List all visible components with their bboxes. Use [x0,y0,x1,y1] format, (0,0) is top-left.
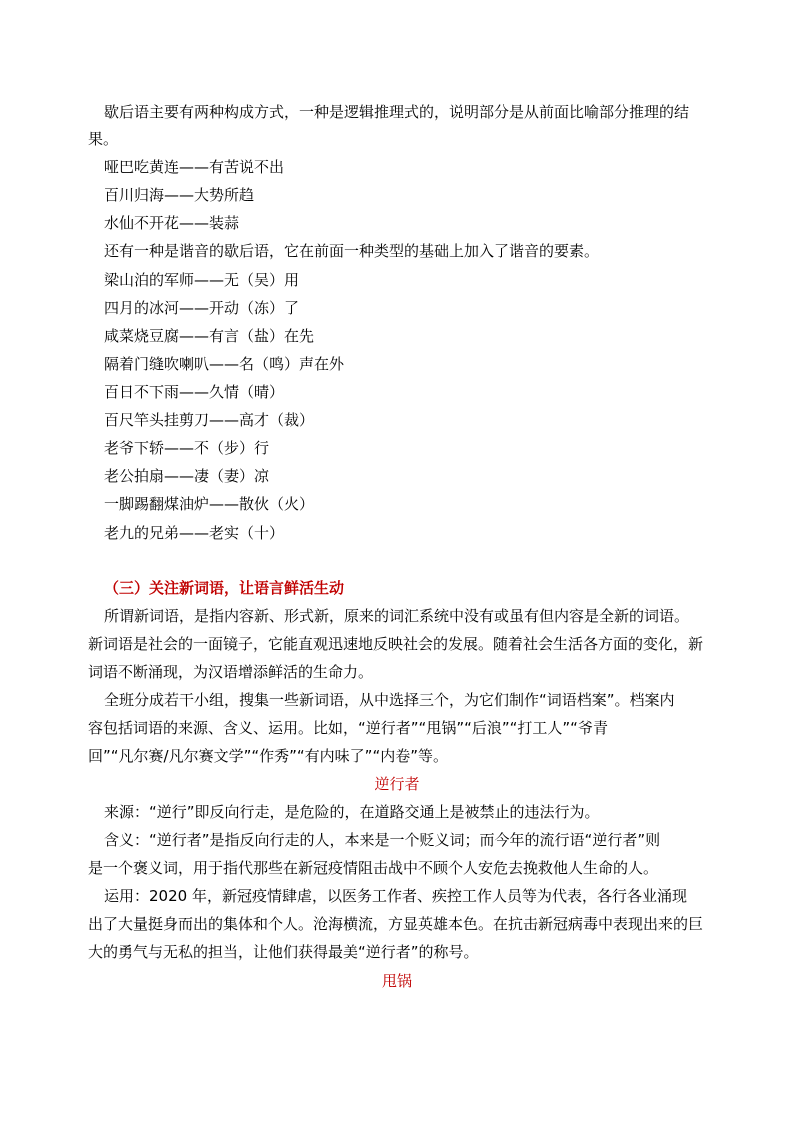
paragraph-line: 新词语是社会的一面镜子，它能直观迅速地反映社会的发展。随着社会生活各方面的变化，新 [88,635,704,653]
paragraph-line: 回”“凡尔赛/凡尔赛文学”“作秀”“有内味了”“内卷”等。 [88,747,448,765]
term-usage-line: 运用：2020 年，新冠疫情肆虐，以医务工作者、疾控工作人员等为代表，各行各业涌现 [104,887,687,905]
term-title: 逆行者 [374,775,420,793]
section-heading: （三）关注新词语，让语言鲜活生动 [104,579,345,597]
proverb-item: 四月的冰河——开动（冻）了 [104,299,300,317]
proverb-item: 老爷下轿——不（步）行 [104,439,270,457]
paragraph-line: 所谓新词语，是指内容新、形式新，原来的词汇系统中没有或虽有但内容是全新的词语。 [104,607,690,625]
proverb-item: 一脚踢翻煤油炉——散伙（火） [104,495,315,513]
proverb-item: 隔着门缝吹喇叭——名（鸣）声在外 [104,355,345,373]
term-source: 来源：“逆行”即反向行走，是危险的，在道路交通上是被禁止的违法行为。 [104,803,600,821]
homophone-intro: 还有一种是谐音的歇后语，它在前面一种类型的基础上加入了谐音的要素。 [104,242,600,260]
intro-line-2: 果。 [88,130,119,148]
proverb-item: 百川归海——大势所趋 [104,186,255,204]
proverb-item: 百日不下雨——久情（晴） [104,383,285,401]
proverb-item: 老九的兄弟——老实（十） [104,524,285,542]
proverb-item: 咸菜烧豆腐——有言（盐）在先 [104,327,315,345]
proverb-item: 哑巴吃黄连——有苦说不出 [104,158,285,176]
proverb-item: 水仙不开花——装蒜 [104,214,240,232]
term-usage-line: 大的勇气与无私的担当，让他们获得最美“逆行者”的称号。 [88,943,479,961]
term-title: 甩锅 [381,972,412,990]
intro-line-1: 歇后语主要有两种构成方式，一种是逻辑推理式的，说明部分是从前面比喻部分推理的结 [104,103,690,121]
term-meaning-line: 是一个褒义词，用于指代那些在新冠疫情阻击战中不顾个人安危去挽救他人生命的人。 [88,859,659,877]
term-usage-line: 出了大量挺身而出的集体和个人。沧海横流，方显英雄本色。在抗击新冠病毒中表现出来的巨 [88,915,704,933]
paragraph-line: 词语不断涌现，为汉语增添鲜活的生命力。 [88,663,374,681]
proverb-item: 老公拍扇——凄（妻）凉 [104,467,270,485]
paragraph-line: 容包括词语的来源、含义、运用。比如，“逆行者”“甩锅”“后浪”“打工人”“爷青 [88,719,608,737]
proverb-item: 百尺竿头挂剪刀——高才（裁） [104,411,315,429]
proverb-item: 梁山泊的军师——无（吴）用 [104,271,300,289]
paragraph-line: 全班分成若干小组，搜集一些新词语，从中选择三个，为它们制作“词语档案”。档案内 [104,691,675,709]
term-meaning-line: 含义：“逆行者”是指反向行走的人，本来是一个贬义词；而今年的流行语“逆行者”则 [104,831,661,849]
